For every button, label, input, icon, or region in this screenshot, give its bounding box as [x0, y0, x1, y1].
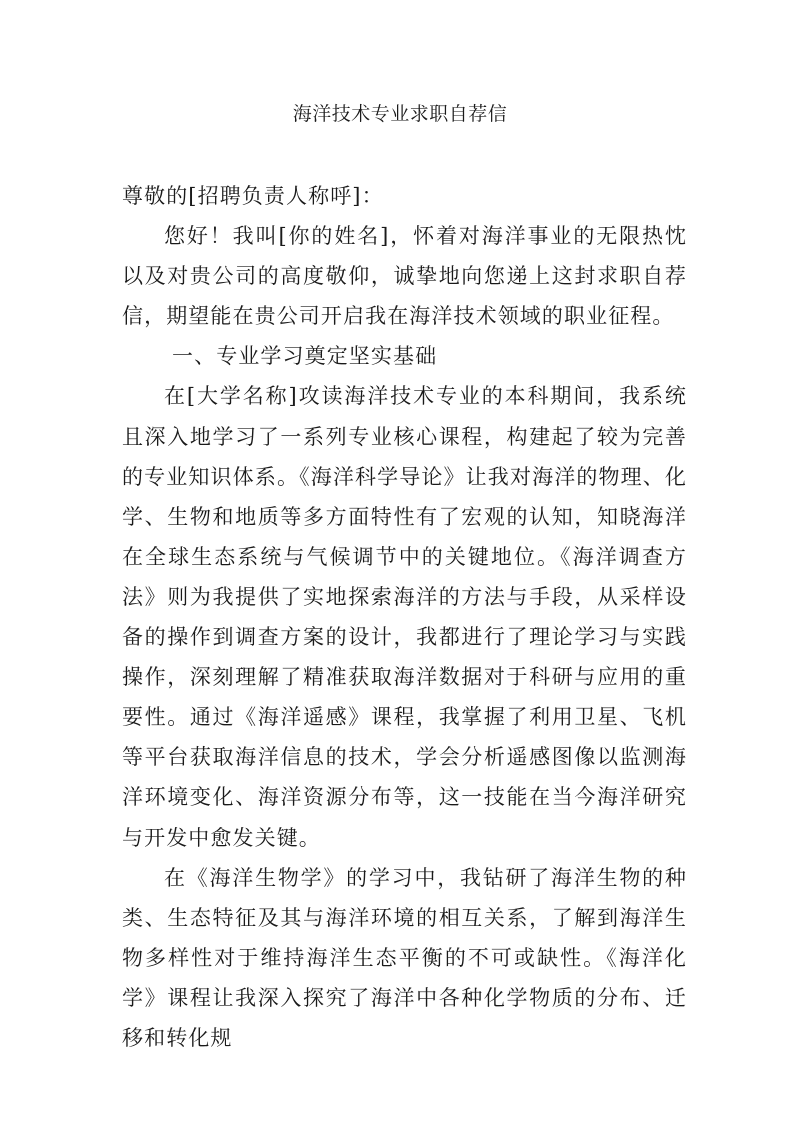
intro-paragraph: 您好！我叫[你的姓名]，怀着对海洋事业的无限热忱以及对贵公司的高度敬仰，诚挚地向您递上这封求职自荐信，期望能在贵公司开启我在海洋技术领域的职业征程。	[122, 224, 687, 329]
page-title: 海洋技术专业求职自荐信	[292, 103, 508, 125]
section-heading: 一、专业学习奠定坚实基础	[172, 344, 438, 369]
course-paragraph-2: 在《海洋生物学》的学习中，我钻研了海洋生物的种类、生态特征及其与海洋环境的相互关系，了解到海洋生物多样性对于维持海洋生态平衡的不可或缺性。《海洋化学》课程让我深入探究了海洋中各种化学物质的分布、迁移和转化规	[122, 865, 687, 1050]
letter-body	[122, 176, 687, 1058]
course-paragraph-1: 在[大学名称]攻读海洋技术专业的本科期间，我系统且深入地学习了一系列专业核心课程，构建起了较为完善的专业知识体系。《海洋科学导论》让我对海洋的物理、化学、生物和地质等多方面特性有了宏观的认知，知晓海洋在全球生态系统与气候调节中的关键地位。《海洋调查方法》则为我提供了实地探索海洋的方法与手段，从采样设备的操作到调查方案的设计，我都进行了理论学习与实践操作，深刻理解了精准获取海洋数据对于科研与应用的重要性。通过《海洋遥感》课程，我掌握了利用卫星、飞机等平台获取海洋信息的技术，学会分析遥感图像以监测海洋环境变化、海洋资源分布等，这一技能在当今海洋研究与开发中愈发关键。	[122, 384, 687, 850]
salutation: 尊敬的[招聘负责人称呼]：	[122, 184, 384, 208]
